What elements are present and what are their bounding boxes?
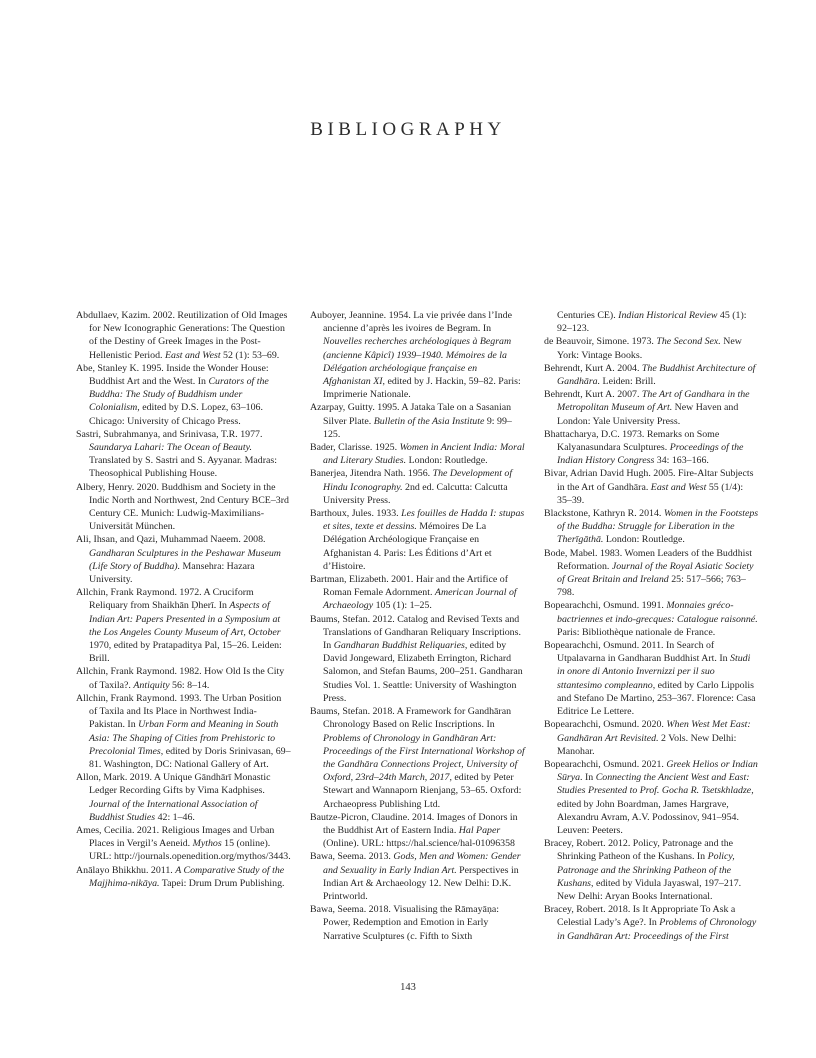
entry-segment: Allchin, Frank Raymond. 1972. A Cruciform Reliquary from Shaikhān Ḍherī. In <box>76 587 254 612</box>
entry-segment-italic: Gandharan Buddhist Reliquaries <box>333 640 465 652</box>
entry-segment: Abdullaev, Kazim. 2002. Reutilization of Old Images for New Iconographic Generations: The Question of the Destiny of Greek Images in the Post-Hellenistic Period. <box>76 310 288 361</box>
entry-segment: , edited by Carlo Lippolis and Stefano De Martino, 253–367. Florence: Casa Editrice Le Lettere. <box>557 679 756 718</box>
entry-segment: 34: 163–166. <box>654 455 709 467</box>
bibliography-entry <box>310 705 525 811</box>
bibliography-entry <box>544 507 759 547</box>
entry-segment: Bawa, Seema. 2018. Visualising the Rāmayāṇa: Power, Redemption and Emotion in Early Narrative Sculptures (c. Fifth to Sixth <box>310 904 500 942</box>
entry-segment: 56: 8–14. <box>169 679 210 691</box>
entry-segment: 25: 517–566; 763–798. <box>557 574 746 599</box>
entry-segment: , edited by Doris Srinivasan, 69–81. Washington, DC: National Gallery of Art. <box>89 745 291 770</box>
bibliography-entry <box>544 428 759 468</box>
entry-segment: Allchin, Frank Raymond. 1982. How Old Is the City of Taxila?. <box>76 666 285 691</box>
entry-segment: Blackstone, Kathryn R. 2014. <box>544 508 664 520</box>
bibliography-entry <box>544 903 759 943</box>
entry-segment-italic: Les fouilles de Hadda I: stupas et sites, texte et dessins. <box>323 508 525 533</box>
entry-segment-italic: Greek Helios or Indian Sūrya <box>557 758 758 784</box>
entry-segment: Bader, Clarisse. 1925. <box>310 442 400 454</box>
entry-segment: , edited by Peter Stewart and Wannaporn Rienjang, 53–65. Oxford: Archaeopress Publishing Ltd. <box>323 772 522 810</box>
bibliography-columns <box>76 309 760 943</box>
entry-segment-italic: Women in Ancient India: Moral and Literary Studies. <box>323 442 525 467</box>
entry-segment-italic: Journal of the International Association of Buddhist Studies <box>89 798 258 823</box>
entry-segment: Bracey, Robert. 2018. Is It Appropriate To Ask a Celestial Lady’s Age?. In <box>544 904 736 929</box>
bibliography-entry <box>310 441 525 467</box>
entry-segment: 2nd ed. Calcutta: Calcutta University Press. <box>323 481 508 506</box>
entry-segment: New York: Vintage Books. <box>557 336 742 361</box>
bibliography-entry <box>76 428 291 481</box>
bibliography-entry <box>310 401 525 441</box>
entry-segment: London: Routledge. <box>406 455 488 467</box>
bibliography-entry <box>76 362 291 428</box>
bibliography-entry <box>76 586 291 665</box>
bibliography-entry <box>76 665 291 691</box>
entry-segment: Anālayo Bhikkhu. 2011. <box>76 864 176 876</box>
bibliography-entry <box>544 388 759 428</box>
entry-segment-italic: Policy, Patronage and the Shrinking Patheon of the Kushans <box>557 851 735 889</box>
entry-segment-italic: Proceedings of the Indian History Congress <box>557 442 744 467</box>
entry-segment: Bivar, Adrian David Hugh. 2005. Fire-Altar Subjects in the Art of Gandhāra. <box>544 468 754 493</box>
entry-segment: Behrendt, Kurt A. 2007. <box>544 389 642 401</box>
entry-segment-italic: Bulletin of the Asia Institute <box>373 415 485 427</box>
bibliography-entry <box>544 758 759 837</box>
entry-segment: Bhattacharya, D.C. 1973. Remarks on Some Kalyanasundara Sculptures. <box>544 428 720 454</box>
bibliography-entry <box>310 613 525 705</box>
entry-segment: Sastri, Subrahmanya, and Srinivasa, T.R. 1977. <box>76 428 263 440</box>
entry-segment: 42: 1–46. <box>155 811 195 823</box>
bibliography-entry <box>544 599 759 639</box>
entry-segment: Ali, Ihsan, and Qazi, Muhammad Naeem. 2008. <box>76 534 266 546</box>
entry-segment: Behrendt, Kurt A. 2004. <box>544 362 642 374</box>
entry-segment: London: Routledge. <box>603 534 685 546</box>
entry-segment-italic: Studi in onore di Antonio Invernizzi per il suo sttantesimo compleanno <box>557 653 751 691</box>
entry-segment-italic: When West Met East: Gandhāran Art Revisited. <box>557 719 751 744</box>
bibliography-entry <box>544 718 759 758</box>
bibliography-entry <box>310 573 525 613</box>
entry-segment: 52 (1): 53–69. <box>220 349 280 361</box>
bibliography-column-2 <box>310 309 525 943</box>
entry-segment-italic: Aspects of Indian Art: Papers Presented in a Symposium at the Los Angeles County Museum of Art, October <box>89 600 281 638</box>
entry-segment-italic: Urban Form and Meaning in South Asia: The Shaping of Cities from Prehistoric to Precolonial Times <box>89 719 279 757</box>
entry-segment: , edited by John Boardman, James Hargrave, Alexandru Avram, A.V. Podossinov, 941–954. Leuven: Peeters. <box>557 785 754 836</box>
entry-segment: Centuries CE). <box>557 310 619 321</box>
bibliography-column-3 <box>544 309 759 943</box>
entry-segment-italic: Journal of the Royal Asiatic Society of Great Britain and Ireland <box>557 560 754 586</box>
entry-segment: 105 (1): 1–25. <box>373 600 432 612</box>
entry-segment-italic: Saundarya Lahari: The Ocean of Beauty. <box>89 442 252 454</box>
entry-segment: Bracey, Robert. 2012. Policy, Patronage and the Shrinking Patheon of the Kushans. In <box>544 838 734 863</box>
entry-segment: Bopearachchi, Osmund. 2021. <box>544 758 667 770</box>
bibliography-entry <box>76 692 291 771</box>
entry-segment: Mansehra: Hazara University. <box>89 560 255 586</box>
entry-segment: Allon, Mark. 2019. A Unique Gāndhārī Monastic Ledger Recording Gifts by Vima Kadphises. <box>76 772 271 797</box>
entry-segment: 2 Vols. New Delhi: Manohar. <box>557 732 737 757</box>
entry-segment-italic: Gods, Men and Women: Gender and Sexuality in Early Indian Art. <box>323 851 521 876</box>
bibliography-entry <box>76 309 291 362</box>
entry-segment: . In <box>580 772 596 784</box>
entry-segment-italic: American Journal of Archaeology <box>323 587 517 612</box>
entry-segment: Perspectives in Indian Art & Archaeology 12. New Delhi: D.K. Printworld. <box>323 864 519 902</box>
entry-segment-italic: Mythos <box>192 838 222 850</box>
entry-segment-italic: The Second Sex. <box>656 336 721 348</box>
bibliography-column-1 <box>76 309 291 943</box>
bibliography-entry <box>76 481 291 534</box>
page-title: BIBLIOGRAPHY <box>310 119 506 140</box>
entry-segment-italic: Hal Paper <box>458 824 501 836</box>
entry-segment: , edited by D.S. Lopez, 63–106. Chicago: University of Chicago Press. <box>89 402 263 427</box>
entry-segment: Tapei: Drum Drum Publishing. <box>159 877 285 889</box>
bibliography-entry <box>544 467 759 507</box>
entry-segment: , edited by Vidula Jayaswal, 197–217. New Delhi: Aryan Books International. <box>557 877 742 902</box>
bibliography-entry-continuation <box>544 309 759 335</box>
bibliography-entry <box>76 864 291 890</box>
bibliography-entry <box>544 547 759 600</box>
bibliography-entry <box>310 507 525 573</box>
entry-segment: 55 (1/4): 35–39. <box>557 481 744 506</box>
bibliography-entry <box>310 467 525 507</box>
entry-segment-italic: The Development of Hindu Iconography. <box>323 468 513 493</box>
bibliography-entry <box>310 811 525 851</box>
entry-segment: Albery, Henry. 2020. Buddhism and Society in the Indic North and Northwest, 2nd Century BCE–3rd Century CE. Munich: Ludwig-Maximilians-Universität München. <box>76 481 289 533</box>
entry-segment: Baums, Stefan. 2012. Catalog and Revised Texts and Translations of Gandharan Reliquary Inscriptions. In <box>310 613 521 652</box>
entry-segment: Bautze-Picron, Claudine. 2014. Images of Donors in the Buddhist Art of Eastern India. <box>310 811 518 836</box>
bibliography-entry <box>76 533 291 586</box>
entry-segment: Bopearachchi, Osmund. 2020. <box>544 719 667 731</box>
entry-segment: Bopearachchi, Osmund. 1991. <box>544 600 667 612</box>
page-number: 143 <box>400 982 416 993</box>
entry-segment-italic: The Art of Gandhara in the Metropolitan Museum of Art. <box>557 389 750 414</box>
entry-segment-italic: Women in the Footsteps of the Buddha: Struggle for Liberation in the Therīgāthā. <box>557 508 759 546</box>
entry-segment: 9: 99–125. <box>323 415 512 440</box>
entry-segment: Mémoires De La Délégation Archéologique Française en Afghanistan 4. Paris: Les Éditions d’Art et d’Histoire. <box>323 521 492 572</box>
entry-segment-italic: A Comparative Study of the Majjhima-nikāya. <box>89 864 285 889</box>
entry-segment: Abe, Stanley K. 1995. Inside the Wonder House: Buddhist Art and the West. In <box>76 362 269 388</box>
entry-segment-italic: East and West <box>650 481 707 493</box>
entry-segment-italic: Antiquity <box>133 679 170 691</box>
entry-segment: Baums, Stefan. 2018. A Framework for Gandhāran Chronology Based on Relic Inscriptions. In <box>310 706 512 731</box>
entry-segment-italic: Indian Historical Review <box>618 310 718 321</box>
entry-segment: Ames, Cecilia. 2021. Religious Images and Urban Places in Vergil’s Aeneid. <box>76 824 275 850</box>
bibliography-entry <box>76 771 291 824</box>
entry-segment-italic: East and West <box>164 349 221 361</box>
bibliography-entry <box>310 850 525 903</box>
entry-segment: 15 (online). URL: http://journals.openedition.org/mythos/3443. <box>89 838 291 863</box>
entry-segment: Leiden: Brill. <box>600 376 656 388</box>
entry-segment: Translated by S. Sastri and S. Ayyanar. Madras: Theosophical Publishing House. <box>89 455 277 480</box>
entry-segment-italic: Curators of the Buddha: The Study of Buddhism under Colonialism <box>89 376 269 414</box>
entry-segment: Azarpay, Guitty. 1995. A Jataka Tale on a Sasanian Silver Plate. <box>310 402 512 427</box>
entry-segment: , edited by David Jongeward, Elizabeth Errington, Richard Salomon, and Stefan Baums, 200–251. Gandharan Studies Vol. 1. Seattle: University of Washington Press. <box>323 640 523 704</box>
entry-segment-italic: Problems of Chronology in Gandhāran Art: Proceedings of the First <box>557 917 757 942</box>
entry-segment-italic: Gandharan Sculptures in the Peshawar Museum (Life Story of Buddha). <box>89 547 281 572</box>
entry-segment: (Online). URL: https://hal.science/hal-01096358 <box>323 838 515 850</box>
entry-segment: Allchin, Frank Raymond. 1993. The Urban Position of Taxila and Its Place in Northwest India-Pakistan. In <box>76 692 282 731</box>
entry-segment: 1970, edited by Pratapaditya Pal, 15–26. Leiden: Brill. <box>89 640 282 665</box>
bibliography-entry <box>544 837 759 903</box>
entry-segment: de Beauvoir, Simone. 1973. <box>544 336 657 348</box>
entry-segment: Bartman, Elizabeth. 2001. Hair and the Artifice of Roman Female Adornment. <box>310 574 508 599</box>
entry-segment-italic: Monnaies gréco-bactriennes et indo-grecques: Catalogue raisonné. <box>557 600 758 625</box>
entry-segment-italic: Nouvelles recherches archéologiques à Begram (ancienne Kâpicî) 1939–1940. Mémoires de la Délégation archéologique française en Afghanistan XI <box>323 336 512 388</box>
entry-segment: Bawa, Seema. 2013. <box>310 851 394 863</box>
bibliography-entry <box>544 639 759 718</box>
entry-segment-italic: Connecting the Ancient West and East: Studies Presented to Prof. Gocha R. Tsetskhladze <box>557 772 752 797</box>
bibliography-entry <box>544 335 759 361</box>
entry-segment-italic: The Buddhist Architecture of Gandhāra. <box>557 362 756 388</box>
entry-segment: Barthoux, Jules. 1933. <box>310 508 402 520</box>
entry-segment: Auboyer, Jeannine. 1954. La vie privée dans l’Inde ancienne d’après les ivoires de Begram. In <box>310 310 512 335</box>
entry-segment: 45 (1): 92–123. <box>557 310 747 335</box>
bibliography-entry <box>544 362 759 388</box>
entry-segment: Bopearachchi, Osmund. 2011. In Search of Utpalavarna in Gandharan Buddhist Art. In <box>544 640 731 665</box>
entry-segment: Bode, Mabel. 1983. Women Leaders of the Buddhist Reformation. <box>544 547 753 572</box>
entry-segment: , edited by J. Hackin, 59–82. Paris: Imprimerie Nationale. <box>323 376 521 401</box>
entry-segment: New Haven and London: Yale University Press. <box>557 402 739 427</box>
entry-segment-italic: Problems of Chronology in Gandhāran Art: Proceedings of the First International Workshop of the Gandhāra Connections Project, University of Oxford, 23rd–24th March, 2017 <box>323 732 525 784</box>
entry-segment: Banerjea, Jitendra Nath. 1956. <box>310 468 433 480</box>
bibliography-entry <box>310 309 525 401</box>
bibliography-entry <box>76 824 291 864</box>
entry-segment: Paris: Bibliothèque nationale de France. <box>557 626 716 638</box>
bibliography-entry <box>310 903 525 943</box>
